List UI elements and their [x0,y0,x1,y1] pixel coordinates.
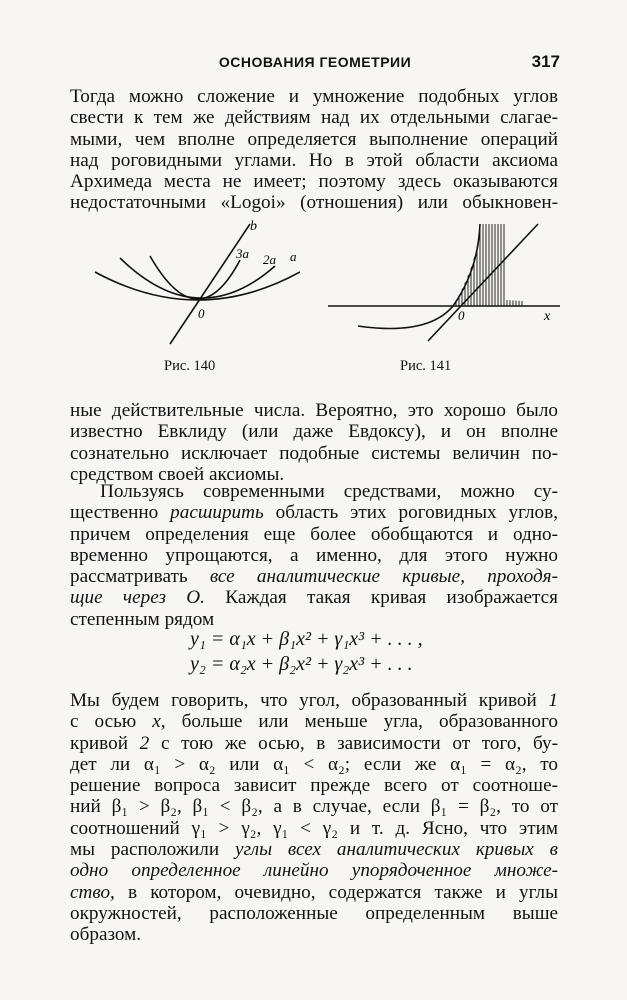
text-run: рассматривать [70,566,210,588]
text-line: над роговидными углами. Но в этой области аксиома [70,149,558,171]
text-run: больше или меньше угла, образованного [165,711,558,733]
hatched-region [456,224,522,306]
formula-y1: y₁ = α₁x + β₁x² + γ₁x³ + . . . , [190,628,423,650]
page-number: 317 [531,52,560,71]
text-run: область этих роговидных углов, [263,502,558,524]
text-run: с тою же осью, в зависимости от того, бу- [149,732,558,754]
text-line: Тогда можно сложение и умножение подобных углов [70,86,558,107]
figure-140-caption: Рис. 140 [164,358,216,374]
label-a: a [290,249,297,264]
paragraph-1 [70,86,558,214]
figures-row [60,216,560,376]
text-line [70,839,558,860]
label-b: b [250,219,257,234]
text-run: мы расположили [70,839,235,861]
text-line: недостаточными «Logoi» (отношения) или обыкновен- [70,192,558,214]
text-line [70,690,558,711]
text-line [70,882,558,903]
text-line: образом. [70,924,142,946]
text-line [70,587,558,608]
text-line: ний β₁ > β₂, β₁ < β₂, а в случае, если β₁ = β₂, то от [70,796,558,818]
text-line: ные действительные числа. Вероятно, это хорошо было [70,400,558,421]
label-origin: 0 [198,306,205,321]
text-line: соотношений γ₁ > γ₂, γ₁ < γ₂ и т. д. Ясно, что этим [70,817,558,839]
emphasis-text: x, [152,711,166,733]
emphasis-text: расширить [170,502,264,524]
paragraph-3 [70,481,558,630]
emphasis-text: все аналитические кривые, проходя- [209,566,558,588]
paragraph-2 [70,400,558,485]
text-line: Пользуясь современными средствами, можно су- [100,481,558,502]
label-3a: 3a [236,246,249,261]
label-origin: 0 [458,308,465,323]
figure-140-diagram [90,216,300,346]
text-line: решение вопроса зависит прежде всего от соотноше- [70,775,558,797]
text-line: свести к тем же действиям над их отдельными слагае- [70,107,558,129]
text-line [70,733,558,754]
text-run: в котором, очевидно, содержатся также и углы [114,881,558,903]
text-line: известно Евклиду (или даже Евдоксу), и он вполне [70,421,558,443]
figure-141-caption: Рис. 141 [400,358,452,374]
emphasis-text: ство, [70,881,115,903]
text-line [70,860,558,881]
text-line: степенным рядом [70,608,215,630]
text-line: мыми, чем вполне определяется выполнение операций [70,128,558,150]
text-run: с осью [70,711,153,733]
text-line [70,711,558,732]
text-run: Мы будем говорить, что угол, образованный кривой [70,690,549,711]
label-2a: 2a [263,252,276,267]
text-line: окружностей, расположенные определенным выше [70,902,558,924]
text-line: Архимеда места не имеет; поэтому здесь оказываются [70,171,558,193]
figure-141-diagram [328,216,560,346]
formula-y2: y₂ = α₂x + β₂x² + γ₂x³ + . . . [190,653,413,675]
page-header [70,54,560,78]
emphasis-text: одно определенное линейно упорядоченное множе- [70,860,558,882]
text-line: дет ли α₁ > α₂ или α₁ < α₂; если же α₁ = α₂, то [70,753,558,775]
text-line: причем определения еще более обобщаются и одно- [70,523,558,545]
text-line [70,502,558,523]
curve-3a [150,256,240,299]
running-title: ОСНОВАНИЯ ГЕОМЕТРИИ [218,54,412,70]
emphasis-text: 1 [548,690,558,711]
text-line: сознательно исключает подобные системы величин по- [70,442,558,464]
emphasis-text: щие через О. [70,587,205,609]
curve-a [95,272,300,300]
text-line: временно упрощаются, а именно, для этого нужно [70,544,558,566]
text-line [70,566,558,587]
emphasis-text: 2 [139,732,150,754]
text-line: средством своей аксиомы. [70,463,285,485]
text-run: Каждая такая кривая изображается [204,587,558,609]
text-run: кривой [70,732,140,754]
text-run: щественно [70,502,171,524]
line-b [170,224,250,344]
paragraph-4 [70,690,558,946]
label-x: x [544,309,551,324]
emphasis-text: углы всех аналитических кривых в [234,839,558,861]
